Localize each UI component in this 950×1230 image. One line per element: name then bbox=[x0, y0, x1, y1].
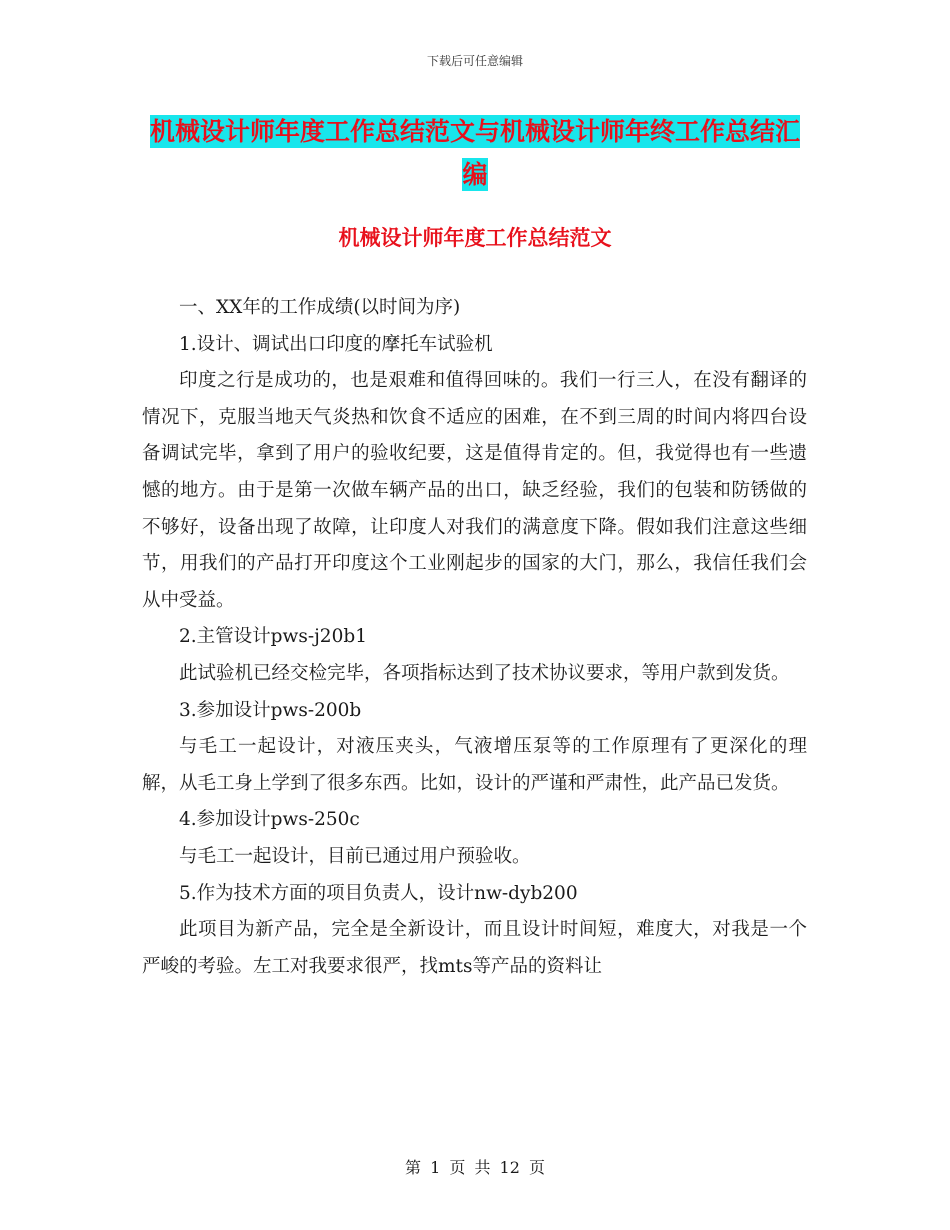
paragraph: 印度之行是成功的，也是艰难和值得回味的。我们一行三人，在没有翻译的情况下，克服当地天气炎热和饮食不适应的困难，在不到三周的时间内将四台设备调试完毕，拿到了用户的验收纪要，这是值得肯定的。但，我觉得也有一些遗憾的地方。由于是第一次做车辆产品的出口，缺乏经验，我们的包装和防锈做的不够好，设备出现了故障，让印度人对我们的满意度下降。假如我们注意这些细节，用我们的产品打开印度这个工业刚起步的国家的大门，那么，我信任我们会从中受益。 bbox=[142, 370, 807, 611]
paragraph: 一、XX年的工作成绩(以时间为序) bbox=[179, 297, 461, 318]
document-title-text: 机械设计师年度工作总结范文与机械设计师年终工作总结汇编 bbox=[149, 117, 800, 189]
paragraph: 此试验机已经交检完毕，各项指标达到了技术协议要求，等用户款到发货。 bbox=[179, 662, 790, 684]
document-body bbox=[142, 290, 807, 985]
paragraph: 1.设计、调试出口印度的摩托车试验机 bbox=[179, 333, 493, 355]
paragraph: 2.主管设计pws-j20b1 bbox=[179, 626, 367, 648]
paragraph: 4.参加设计pws-250c bbox=[179, 809, 360, 831]
header-note: 下载后可任意编辑 bbox=[426, 54, 523, 68]
paragraph: 5.作为技术方面的项目负责人，设计nw-dyb200 bbox=[179, 882, 578, 904]
section-title: 机械设计师年度工作总结范文 bbox=[338, 225, 612, 250]
page-number-footer: 第 1 页 共 12 页 bbox=[405, 1158, 545, 1177]
paragraph: 此项目为新产品，完全是全新设计，而且设计时间短，难度大，对我是一个严峻的考验。左工对我要求很严，找mts等产品的资料让 bbox=[142, 919, 807, 977]
paragraph: 与毛工一起设计，目前已通过用户预验收。 bbox=[179, 845, 531, 867]
document-title bbox=[140, 110, 810, 196]
paragraph: 与毛工一起设计，对液压夹头，气液增压泵等的工作原理有了更深化的理解，从毛工身上学到了很多东西。比如，设计的严谨和严肃性，此产品已发货。 bbox=[142, 736, 807, 794]
paragraph: 3.参加设计pws-200b bbox=[179, 699, 362, 721]
